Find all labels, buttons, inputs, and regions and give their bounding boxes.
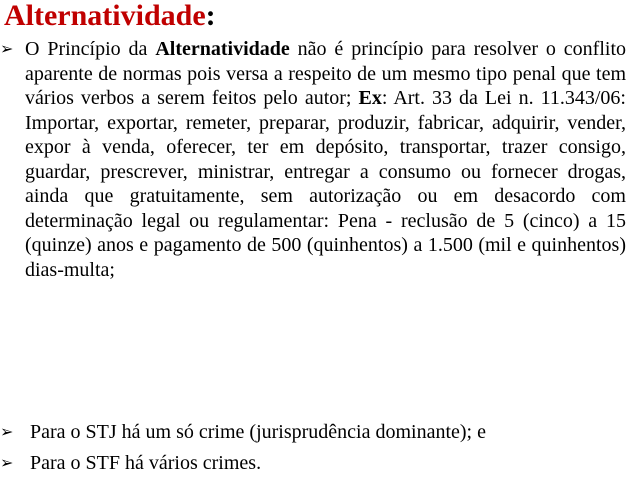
bullet-text: Para o STJ há um só crime (jurisprudência dominante); e (30, 421, 486, 443)
bullet-text-body: não é princípio para resolver o conflito aparente de normas pois versa a respeito de um mesmo tipo penal que tem vários verbos a serem feitos pelo autor; (25, 38, 626, 110)
slide-title-word: Alternatividade (4, 0, 206, 32)
bullet-text: Para o STF há vários crimes. (30, 452, 262, 474)
arrow-bullet-icon: ➢ (0, 422, 14, 441)
slide-title-colon: : (205, 0, 216, 32)
bullet-text-law-quote: : Art. 33 da Lei n. 11.343/06: Importar, exportar, remeter, preparar, produzir, fabricar, adquirir, vender, expor à venda, oferecer, ter em depósito, transportar, trazer consigo, guardar, prescrever, ministrar, entregar a consumo ou fornecer drogas, ainda que gratuitamente, sem autorização ou em desacordo com determinação legal ou regulamentar: Pena - reclusão de 5 (cinco) a 15 (quinze) anos e pagamento de 500 (quinhentos) a 1.500 (mil e quinhentos) dias-multa; (25, 87, 626, 281)
bullet-text-intro: O Princípio da (25, 38, 156, 60)
arrow-bullet-icon: ➢ (0, 39, 14, 58)
bullet-stj (0, 420, 486, 445)
bullet-stf (0, 451, 261, 476)
bullet-alternatividade (0, 37, 626, 282)
slide-title (4, 0, 216, 34)
arrow-bullet-icon: ➢ (0, 453, 14, 472)
bullet-text-bold-term: Alternatividade (155, 38, 290, 60)
bullet-text-ex-label: Ex (358, 87, 382, 110)
bullet-text (25, 37, 626, 282)
